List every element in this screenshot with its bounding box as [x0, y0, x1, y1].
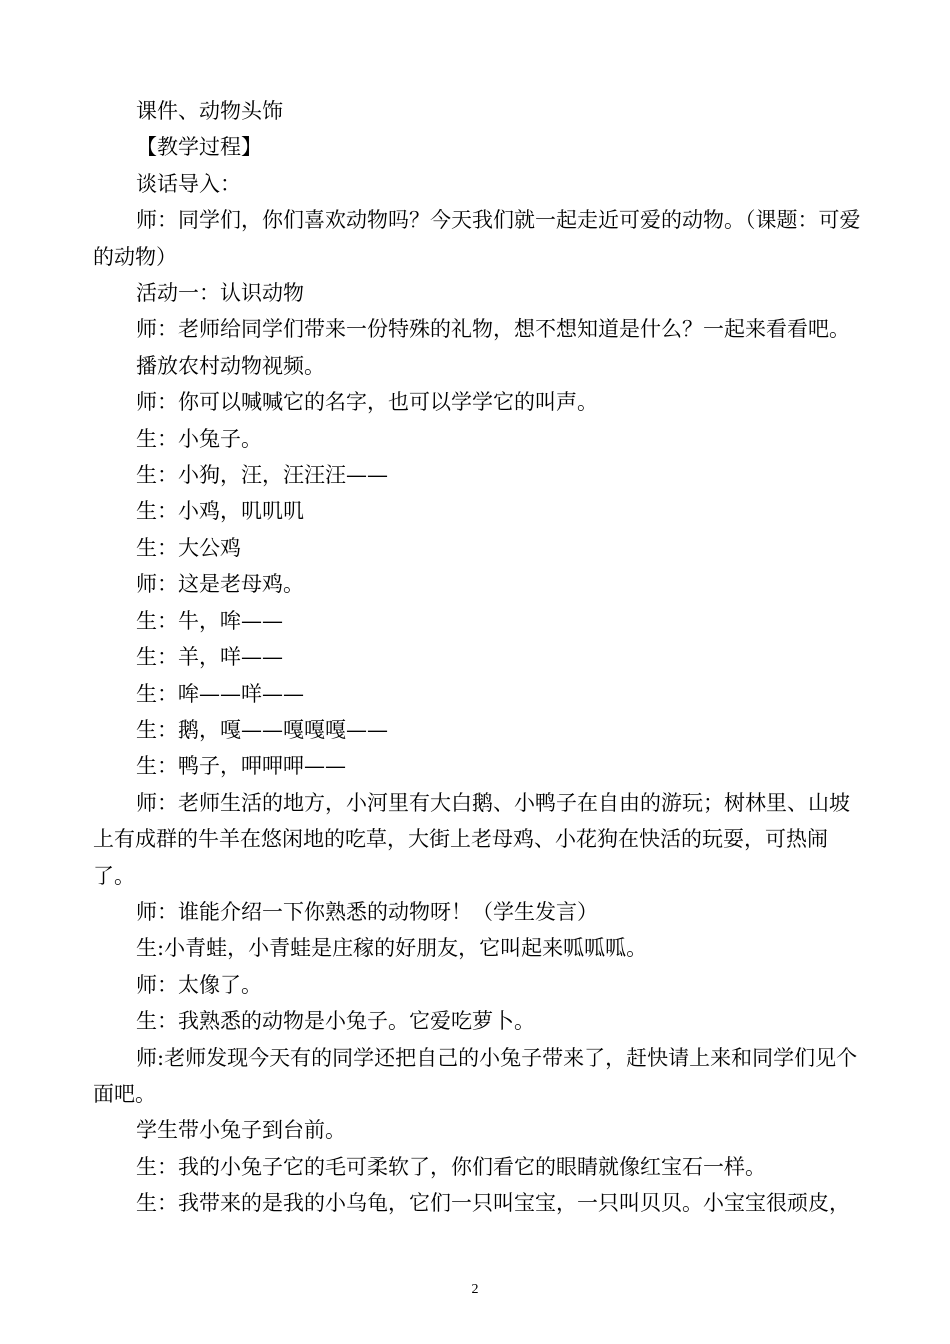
paragraph: 生：大公鸡: [136, 535, 241, 560]
page-number: 2: [471, 1282, 479, 1297]
paragraph: 生：哞——咩——: [136, 681, 304, 706]
paragraph: 生：小狗，汪，汪汪汪——: [136, 463, 388, 488]
paragraph: 学生带小兔子到台前。: [136, 1118, 346, 1143]
paragraph: 生：我带来的是我的小乌龟，它们一只叫宝宝，一只叫贝贝。小宝宝很顽皮，: [136, 1191, 850, 1216]
paragraph: 师：你可以喊喊它的名字，也可以学学它的叫声。: [136, 390, 598, 415]
paragraph: 师：太像了。: [136, 972, 262, 997]
paragraph: 生：鹅，嘎——嘎嘎嘎——: [136, 717, 388, 742]
paragraph: 生：我的小兔子它的毛可柔软了，你们看它的眼睛就像红宝石一样。: [136, 1154, 766, 1179]
paragraph: 师：这是老母鸡。: [136, 572, 304, 597]
paragraph: 生：牛，哞——: [136, 608, 283, 633]
paragraph: 师:老师发现今天有的同学还把自己的小兔子带来了，赶快请上来和同学们见个面吧。: [93, 1045, 858, 1106]
paragraph: 生：小鸡，叽叽叽: [136, 499, 304, 524]
subheading-activity-one: 活动一：认识动物: [136, 281, 304, 306]
paragraph: 师：谁能介绍一下你熟悉的动物呀！（学生发言）: [136, 899, 598, 924]
paragraph: 生：我熟悉的动物是小兔子。它爱吃萝卜。: [136, 1009, 535, 1034]
paragraph: 课件、动物头饰: [136, 99, 283, 123]
paragraph: 师：老师给同学们带来一份特殊的礼物，想不想知道是什么？一起来看看吧。: [136, 317, 850, 342]
paragraph: 播放农村动物视频。: [136, 353, 325, 378]
subheading-introduction: 谈话导入：: [136, 171, 241, 196]
paragraph: 生：羊，咩——: [136, 645, 283, 670]
paragraph: 生:小青蛙，小青蛙是庄稼的好朋友，它叫起来呱呱呱。: [136, 936, 648, 961]
paragraph: 师：老师生活的地方，小河里有大白鹅、小鸭子在自由的游玩；树林里、山坡上有成群的牛羊在悠闲地的吃草，大街上老母鸡、小花狗在快活的玩耍，可热闹了。: [93, 790, 850, 888]
paragraph: 生：小兔子。: [136, 426, 262, 451]
paragraph: 生：鸭子，呷呷呷——: [136, 754, 346, 779]
paragraph: 师：同学们，你们喜欢动物吗？今天我们就一起走近可爱的动物。（课题：可爱的动物）: [93, 208, 861, 269]
document-body: [93, 93, 867, 1222]
section-heading-teaching-process: 【教学过程】: [136, 135, 262, 160]
